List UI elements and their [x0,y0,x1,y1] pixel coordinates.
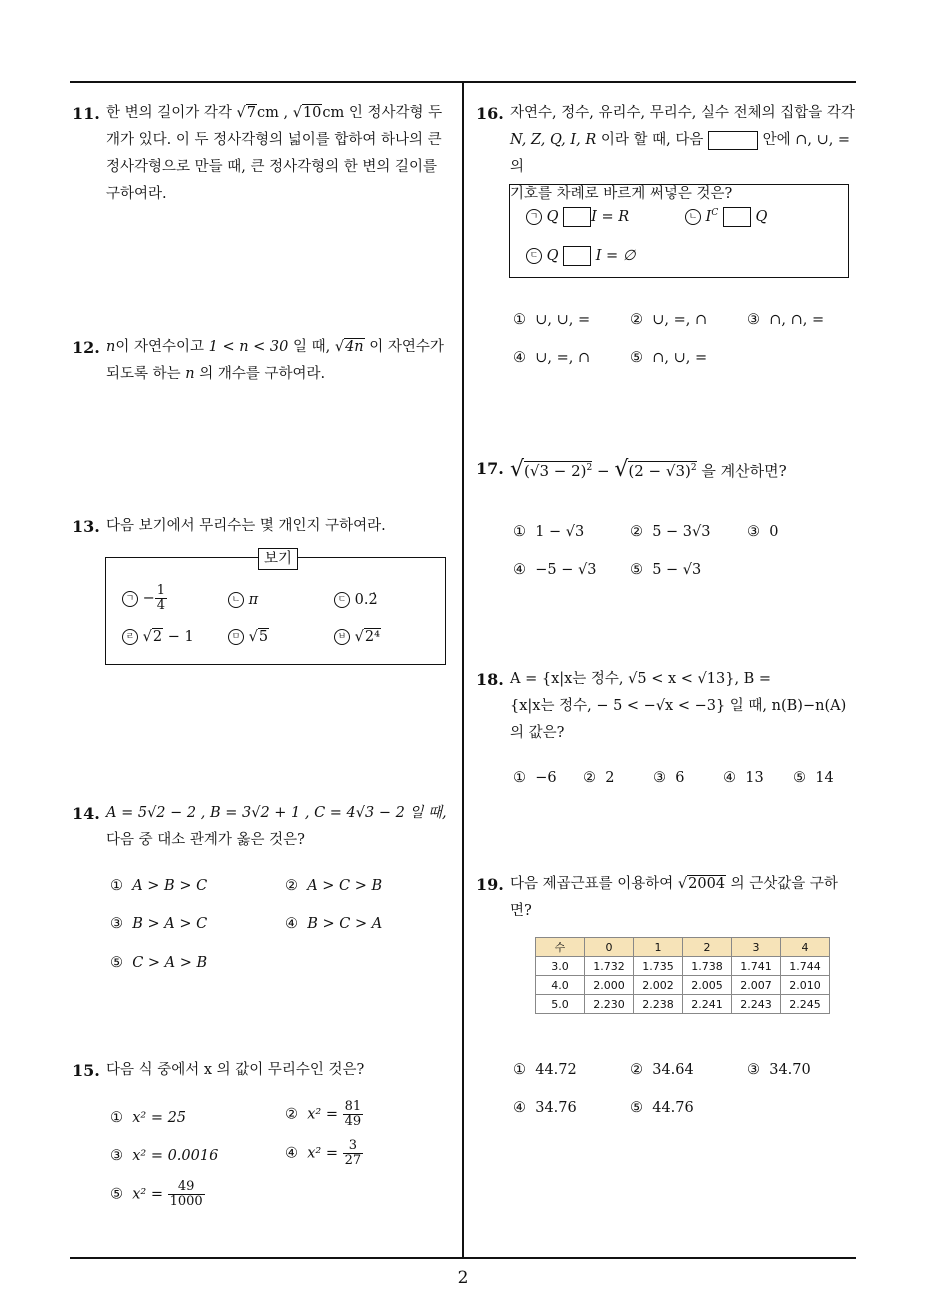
bogi-item-5: ㅁ √5 [228,629,269,645]
table-row [536,995,830,1014]
q16-line3: 기호를 차례로 바르게 써넣은 것은? [510,186,733,202]
bogi-item-3: ㄷ 0.2̇ [334,592,378,608]
question-12 [72,334,458,388]
question-number: 11. [72,104,100,123]
q14-option-4[interactable]: ④ B > C > A [285,916,383,932]
q15-option-1[interactable]: ① x² = 25 [110,1110,187,1126]
question-13 [72,513,458,540]
q12-text: 일 때, [288,339,335,355]
q14-option-2[interactable]: ② A > C > B [285,878,383,894]
q19-text: 의 근삿값을 구하 [726,876,838,892]
question-14 [72,800,458,854]
table-cell: 1.741 [732,957,781,976]
q17-expression: $√(√3 - 2)^2 - √(2 - √3)^2$ [510,457,697,482]
q18-option-1[interactable]: ① −6 [513,770,557,786]
q14-option-5[interactable]: ⑤ C > A > B [110,955,208,971]
var-n: n [106,339,116,355]
table-cell: 2.005 [683,976,732,995]
question-number: 18. [476,670,504,689]
page-number: 2 [457,1268,469,1288]
q12-text: 되도록 하는 [106,366,186,382]
square-root-table [535,937,830,1014]
question-number: 13. [72,517,100,536]
table-header-cell: 0 [585,938,634,957]
q18-option-4[interactable]: ④ 13 [723,770,764,786]
q16-option-3[interactable]: ③ ∩, ∩, = [747,312,825,328]
q13-text: 다음 보기에서 무리수는 몇 개인지 구하여라. [106,518,386,534]
q19-line2: 면? [510,903,532,919]
q11-line4: 구하여라. [106,186,167,202]
q16-option-5[interactable]: ⑤ ∩, ∪, = [630,350,708,366]
q16-text: 안에 ∩, ∪, = 의 [510,132,851,175]
question-number: 19. [476,875,504,894]
table-cell: 1.744 [781,957,830,976]
table-cell: 2.241 [683,995,732,1014]
table-row [536,957,830,976]
q14-line1: A = 5√2 − 2 , B = 3√2 + 1 , C = 4√3 − 2 일 때, [106,805,447,821]
table-cell: 2.010 [781,976,830,995]
q19-option-1[interactable]: ① 44.72 [513,1062,577,1078]
table-cell: 2.230 [585,995,634,1014]
bogi-item-4: ㄹ √2 − 1 [122,629,194,645]
table-cell: 2.007 [732,976,781,995]
q16-option-1[interactable]: ① ∪, ∪, = [513,312,591,328]
table-row [536,976,830,995]
q11-text: 한 변의 길이가 각각 [106,105,237,121]
q17-option-1[interactable]: ① 1 − √3 [513,524,585,540]
bogi-item-6: ㅂ √2⁴ [334,629,381,645]
question-17 [476,455,860,485]
q19-option-5[interactable]: ⑤ 44.76 [630,1100,694,1116]
q15-option-3[interactable]: ③ x² = 0.0016 [110,1148,219,1164]
question-number: 15. [72,1061,100,1080]
q16-statement-1: ㄱ Q I = R [526,207,629,227]
q18-option-3[interactable]: ③ 6 [653,770,685,786]
q19-option-3[interactable]: ③ 34.70 [747,1062,811,1078]
q16-statement-3: ㄷ Q I = ∅ [526,246,635,266]
q15-option-2[interactable]: ② x² = $\frac{81}{49}$ [285,1099,362,1129]
table-cell: 3.0 [536,957,585,976]
q15-text: 다음 식 중에서 x 의 값이 무리수인 것은? [106,1062,365,1078]
sqrt: √7 [236,105,256,121]
bogi-label: 보기 [258,548,298,570]
set-names: N, Z, Q, I, R [510,132,597,148]
inequality: 1 < n < 30 [208,339,289,355]
table-header-cell: 4 [781,938,830,957]
q14-line2: 다음 중 대소 관계가 옳은 것은? [106,832,305,848]
q19-option-4[interactable]: ④ 34.76 [513,1100,577,1116]
table-cell: 2.002 [634,976,683,995]
table-header-cell: 2 [683,938,732,957]
q11-line3: 정사각형으로 만들 때, 큰 정사각형의 한 변의 길이를 [106,159,438,175]
q18-line3: 의 값은? [510,725,565,741]
q12-text: 이 자연수이고 [115,339,209,355]
q15-option-5[interactable]: ⑤ x² = $\frac{49}{1000}$ [110,1179,203,1209]
table-cell: 2.000 [585,976,634,995]
q12-text: 이 자연수가 [364,339,444,355]
table-header-row [536,938,830,957]
q16-text: 이라 할 때, 다음 [596,132,708,148]
q18-option-2[interactable]: ② 2 [583,770,615,786]
table-cell: 1.735 [634,957,683,976]
question-number: 16. [476,104,504,123]
table-cell: 1.732 [585,957,634,976]
blank-box [708,131,758,150]
q17-option-2[interactable]: ② 5 − 3√3 [630,524,711,540]
sqrt: √4n [334,339,364,355]
question-18 [476,666,860,747]
table-cell: 4.0 [536,976,585,995]
question-11 [72,100,458,208]
question-number: 14. [72,804,100,823]
bottom-rule [70,1257,856,1259]
bogi-item-2: ㄴ π [228,592,258,608]
q16-statement-2: ㄴ $I^C$ Q [685,207,767,227]
q17-option-5[interactable]: ⑤ 5 − √3 [630,562,702,578]
table-header-cell: 1 [634,938,683,957]
table-cell: 5.0 [536,995,585,1014]
table-cell: 2.243 [732,995,781,1014]
q14-option-3[interactable]: ③ B > A > C [110,916,208,932]
q16-option-2[interactable]: ② ∪, =, ∩ [630,312,708,328]
q17-option-4[interactable]: ④ −5 − √3 [513,562,597,578]
q14-option-1[interactable]: ① A > B > C [110,878,208,894]
table-header-cell: 수 [536,938,585,957]
sqrt: √2004 [677,876,726,892]
q12-text: 의 개수를 구하여라. [194,366,326,382]
q17-option-3[interactable]: ③ 0 [747,524,779,540]
q18-option-5[interactable]: ⑤ 14 [793,770,834,786]
column-divider [462,83,464,1259]
var-n: n [185,366,195,382]
table-cell: 1.738 [683,957,732,976]
q11-line2: 개가 있다. 이 두 정사각형의 넓이를 합하여 하나의 큰 [106,132,442,148]
table-cell: 2.245 [781,995,830,1014]
question-number: 12. [72,338,100,357]
table-header-cell: 3 [732,938,781,957]
sqrt: √10 [292,105,322,121]
q17-text: 을 계산하면? [701,462,787,480]
q19-option-2[interactable]: ② 34.64 [630,1062,694,1078]
q16-line1: 자연수, 정수, 유리수, 무리수, 실수 전체의 집합을 각각 [510,105,855,121]
table-cell: 2.238 [634,995,683,1014]
q18-line2: {x|x는 정수, − 5 < −√x < −3} 일 때, n(B)−n(A) [510,698,847,714]
unit: cm , [256,105,293,121]
bogi-box [105,551,446,665]
question-19 [476,871,860,925]
q19-text: 다음 제곱근표를 이용하여 [510,876,678,892]
q16-statement-box [509,184,849,278]
q15-option-4[interactable]: ④ x² = $\frac{3}{27}$ [285,1138,362,1168]
bogi-item-1: ㄱ − $\frac{1}{4}$ [122,584,167,613]
q16-option-4[interactable]: ④ ∪, =, ∩ [513,350,591,366]
q11-text: cm 인 정사각형 두 [322,105,443,121]
question-number: 17. [476,459,504,478]
question-15 [72,1057,458,1084]
q18-line1: A = {x|x는 정수, √5 < x < √13}, B = [510,671,772,687]
